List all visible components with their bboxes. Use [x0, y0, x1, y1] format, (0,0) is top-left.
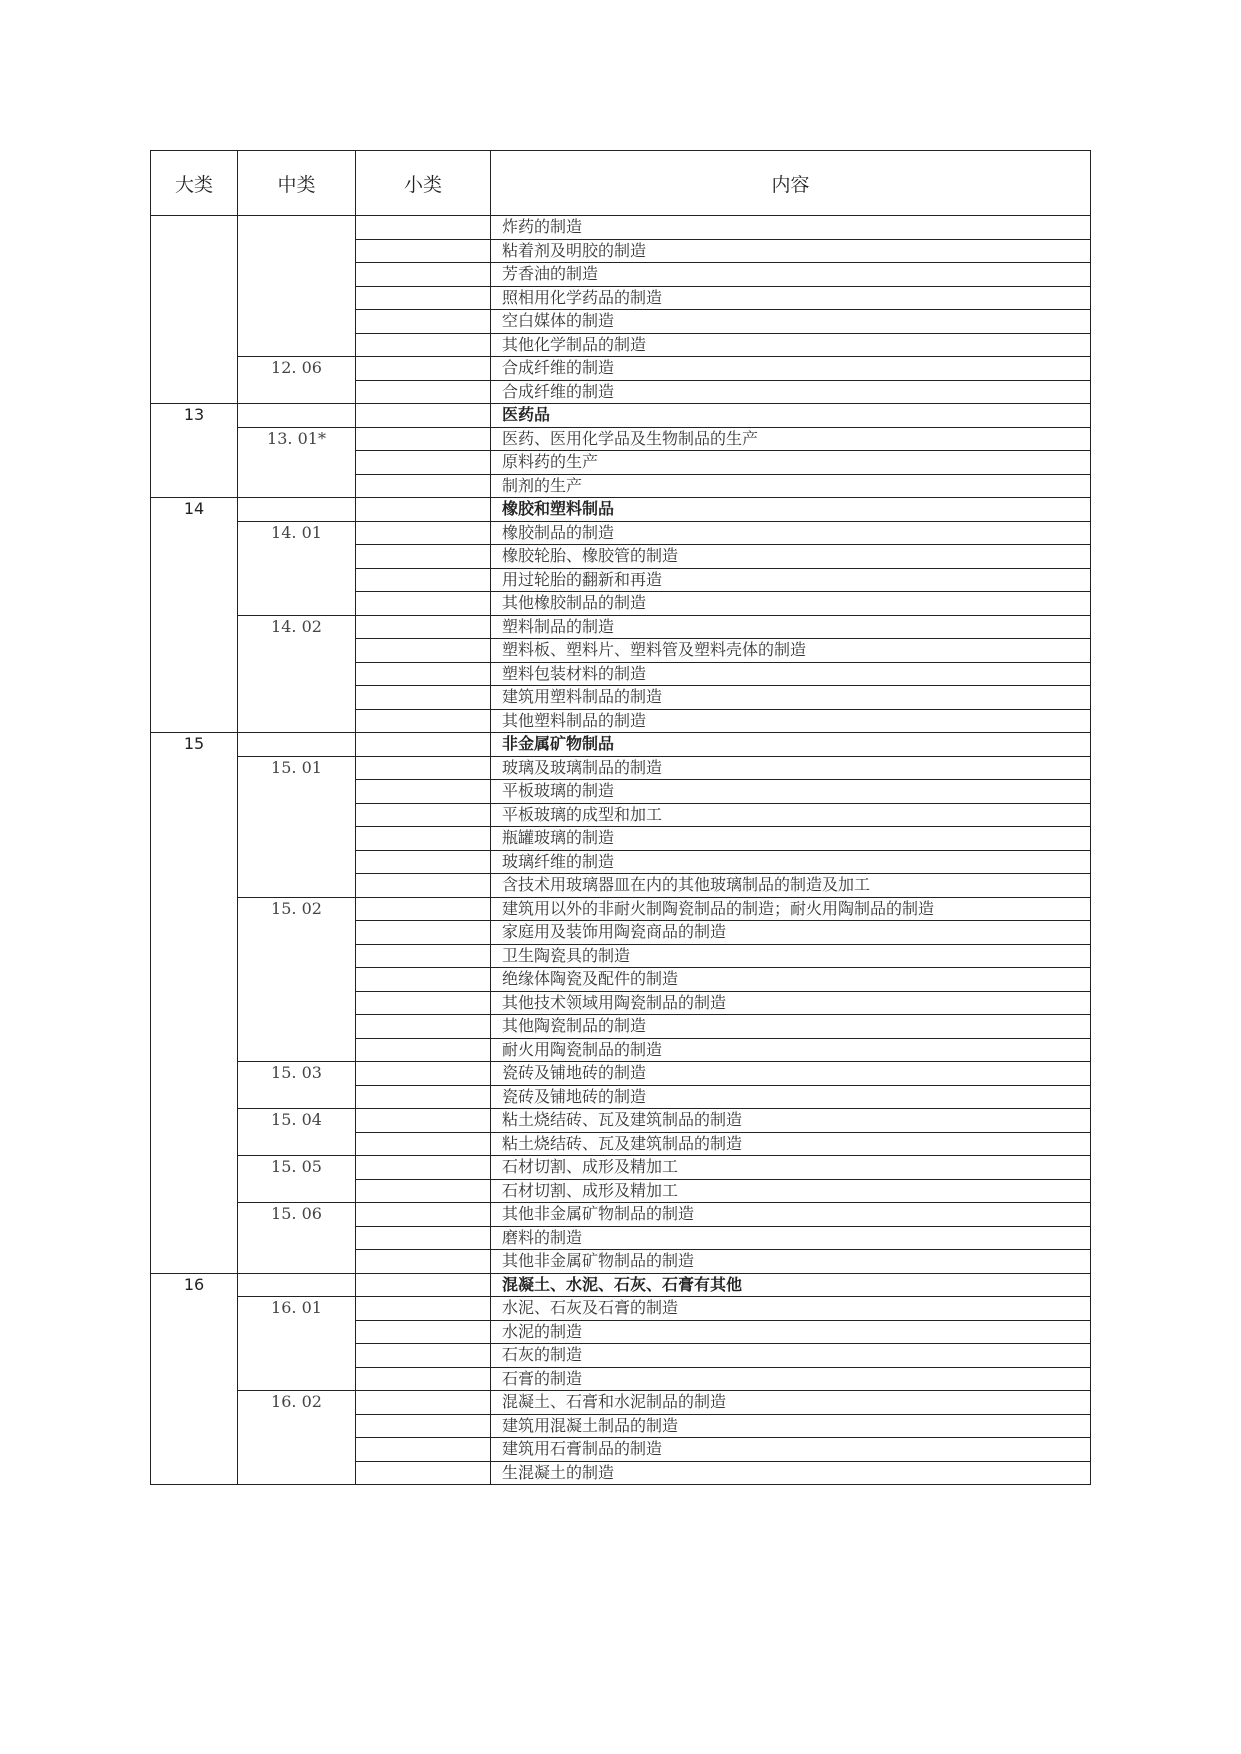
middle-category-cell	[238, 263, 356, 287]
table-row	[151, 239, 1091, 263]
table-body	[151, 216, 1091, 1485]
content-cell: 混凝土、石膏和水泥制品的制造	[491, 1391, 1091, 1415]
minor-category-cell	[356, 1367, 491, 1391]
minor-category-cell	[356, 991, 491, 1015]
table-row	[151, 1297, 1091, 1321]
minor-category-cell	[356, 1226, 491, 1250]
major-category-cell	[151, 380, 238, 404]
major-category-cell	[151, 709, 238, 733]
middle-category-cell	[238, 1015, 356, 1039]
middle-category-cell	[238, 1367, 356, 1391]
middle-category-cell	[238, 592, 356, 616]
table-row	[151, 1109, 1091, 1133]
major-category-cell	[151, 662, 238, 686]
middle-category-cell	[238, 474, 356, 498]
major-category-cell	[151, 827, 238, 851]
table-row	[151, 709, 1091, 733]
content-cell: 瓷砖及铺地砖的制造	[491, 1085, 1091, 1109]
header-major: 大类	[151, 151, 238, 216]
minor-category-cell	[356, 944, 491, 968]
content-cell: 粘土烧结砖、瓦及建筑制品的制造	[491, 1132, 1091, 1156]
middle-category-cell: 15. 04	[238, 1109, 356, 1133]
table-row	[151, 474, 1091, 498]
minor-category-cell	[356, 1062, 491, 1086]
major-category-cell	[151, 615, 238, 639]
table-row	[151, 662, 1091, 686]
major-category-cell	[151, 1085, 238, 1109]
table-header-row	[151, 151, 1091, 216]
major-category-cell	[151, 1015, 238, 1039]
table-row	[151, 803, 1091, 827]
table-row	[151, 380, 1091, 404]
middle-category-cell	[238, 1461, 356, 1485]
content-cell: 其他非金属矿物制品的制造	[491, 1250, 1091, 1274]
minor-category-cell	[356, 498, 491, 522]
table-row	[151, 498, 1091, 522]
middle-category-cell	[238, 545, 356, 569]
content-cell: 平板玻璃的成型和加工	[491, 803, 1091, 827]
middle-category-cell	[238, 686, 356, 710]
content-cell: 生混凝土的制造	[491, 1461, 1091, 1485]
major-category-cell	[151, 310, 238, 334]
table-row	[151, 1132, 1091, 1156]
content-cell: 家庭用及装饰用陶瓷商品的制造	[491, 921, 1091, 945]
minor-category-cell	[356, 1038, 491, 1062]
middle-category-cell: 15. 02	[238, 897, 356, 921]
minor-category-cell	[356, 1391, 491, 1415]
content-cell: 照相用化学药品的制造	[491, 286, 1091, 310]
content-cell: 水泥、石灰及石膏的制造	[491, 1297, 1091, 1321]
table-row	[151, 592, 1091, 616]
content-cell: 粘着剂及明胶的制造	[491, 239, 1091, 263]
major-category-cell	[151, 1109, 238, 1133]
major-category-cell: 16	[151, 1273, 238, 1297]
table-row	[151, 968, 1091, 992]
content-cell: 平板玻璃的制造	[491, 780, 1091, 804]
major-category-cell	[151, 944, 238, 968]
table-row	[151, 921, 1091, 945]
minor-category-cell	[356, 1297, 491, 1321]
middle-category-cell	[238, 286, 356, 310]
middle-category-cell	[238, 451, 356, 475]
minor-category-cell	[356, 897, 491, 921]
minor-category-cell	[356, 1179, 491, 1203]
content-cell: 塑料板、塑料片、塑料管及塑料壳体的制造	[491, 639, 1091, 663]
middle-category-cell	[238, 333, 356, 357]
minor-category-cell	[356, 1156, 491, 1180]
middle-category-cell	[238, 1132, 356, 1156]
middle-category-cell: 15. 05	[238, 1156, 356, 1180]
content-cell: 非金属矿物制品	[491, 733, 1091, 757]
minor-category-cell	[356, 1344, 491, 1368]
content-cell: 卫生陶瓷具的制造	[491, 944, 1091, 968]
table-row	[151, 827, 1091, 851]
minor-category-cell	[356, 1273, 491, 1297]
middle-category-cell	[238, 1179, 356, 1203]
major-category-cell	[151, 1179, 238, 1203]
major-category-cell	[151, 1250, 238, 1274]
content-cell: 原料药的生产	[491, 451, 1091, 475]
middle-category-cell: 15. 01	[238, 756, 356, 780]
minor-category-cell	[356, 357, 491, 381]
table-row	[151, 310, 1091, 334]
middle-category-cell	[238, 404, 356, 428]
classification-table	[150, 150, 1091, 1485]
table-row	[151, 1179, 1091, 1203]
content-cell: 石膏的制造	[491, 1367, 1091, 1391]
minor-category-cell	[356, 1414, 491, 1438]
middle-category-cell	[238, 1226, 356, 1250]
major-category-cell	[151, 1297, 238, 1321]
table-row	[151, 545, 1091, 569]
table-row	[151, 1250, 1091, 1274]
minor-category-cell	[356, 451, 491, 475]
table-row	[151, 1391, 1091, 1415]
minor-category-cell	[356, 568, 491, 592]
major-category-cell	[151, 427, 238, 451]
minor-category-cell	[356, 850, 491, 874]
middle-category-cell	[238, 568, 356, 592]
content-cell: 塑料制品的制造	[491, 615, 1091, 639]
table-row	[151, 333, 1091, 357]
table-row	[151, 897, 1091, 921]
minor-category-cell	[356, 615, 491, 639]
middle-category-cell	[238, 803, 356, 827]
major-category-cell	[151, 357, 238, 381]
minor-category-cell	[356, 239, 491, 263]
major-category-cell	[151, 874, 238, 898]
major-category-cell	[151, 803, 238, 827]
table-row	[151, 263, 1091, 287]
table-row	[151, 1414, 1091, 1438]
major-category-cell	[151, 521, 238, 545]
table-row	[151, 991, 1091, 1015]
minor-category-cell	[356, 333, 491, 357]
content-cell: 用过轮胎的翻新和再造	[491, 568, 1091, 592]
content-cell: 橡胶轮胎、橡胶管的制造	[491, 545, 1091, 569]
middle-category-cell	[238, 639, 356, 663]
major-category-cell	[151, 568, 238, 592]
major-category-cell	[151, 921, 238, 945]
content-cell: 炸药的制造	[491, 216, 1091, 240]
table-row	[151, 1015, 1091, 1039]
middle-category-cell: 12. 06	[238, 357, 356, 381]
content-cell: 建筑用石膏制品的制造	[491, 1438, 1091, 1462]
major-category-cell	[151, 592, 238, 616]
major-category-cell	[151, 1132, 238, 1156]
minor-category-cell	[356, 874, 491, 898]
minor-category-cell	[356, 404, 491, 428]
middle-category-cell	[238, 498, 356, 522]
minor-category-cell	[356, 780, 491, 804]
table-row	[151, 427, 1091, 451]
major-category-cell	[151, 1156, 238, 1180]
major-category-cell	[151, 286, 238, 310]
major-category-cell	[151, 216, 238, 240]
middle-category-cell	[238, 662, 356, 686]
table-row	[151, 1038, 1091, 1062]
minor-category-cell	[356, 827, 491, 851]
content-cell: 其他塑料制品的制造	[491, 709, 1091, 733]
table-row	[151, 1344, 1091, 1368]
middle-category-cell	[238, 968, 356, 992]
major-category-cell	[151, 1226, 238, 1250]
middle-category-cell	[238, 1320, 356, 1344]
major-category-cell	[151, 686, 238, 710]
content-cell: 绝缘体陶瓷及配件的制造	[491, 968, 1091, 992]
major-category-cell	[151, 1038, 238, 1062]
content-cell: 其他技术领域用陶瓷制品的制造	[491, 991, 1091, 1015]
major-category-cell	[151, 991, 238, 1015]
major-category-cell	[151, 1203, 238, 1227]
middle-category-cell	[238, 1414, 356, 1438]
content-cell: 粘土烧结砖、瓦及建筑制品的制造	[491, 1109, 1091, 1133]
middle-category-cell	[238, 1438, 356, 1462]
major-category-cell	[151, 968, 238, 992]
minor-category-cell	[356, 1461, 491, 1485]
content-cell: 建筑用以外的非耐火制陶瓷制品的制造；耐火用陶制品的制造	[491, 897, 1091, 921]
middle-category-cell	[238, 1273, 356, 1297]
content-cell: 建筑用混凝土制品的制造	[491, 1414, 1091, 1438]
minor-category-cell	[356, 803, 491, 827]
table-row	[151, 1273, 1091, 1297]
content-cell: 混凝土、水泥、石灰、石膏有其他	[491, 1273, 1091, 1297]
table-row	[151, 850, 1091, 874]
major-category-cell	[151, 474, 238, 498]
content-cell: 石材切割、成形及精加工	[491, 1156, 1091, 1180]
table-row	[151, 686, 1091, 710]
minor-category-cell	[356, 310, 491, 334]
minor-category-cell	[356, 474, 491, 498]
major-category-cell	[151, 639, 238, 663]
table-row	[151, 404, 1091, 428]
minor-category-cell	[356, 1109, 491, 1133]
major-category-cell	[151, 1320, 238, 1344]
major-category-cell	[151, 1344, 238, 1368]
middle-category-cell	[238, 1344, 356, 1368]
minor-category-cell	[356, 968, 491, 992]
content-cell: 制剂的生产	[491, 474, 1091, 498]
minor-category-cell	[356, 756, 491, 780]
content-cell: 空白媒体的制造	[491, 310, 1091, 334]
minor-category-cell	[356, 709, 491, 733]
minor-category-cell	[356, 263, 491, 287]
minor-category-cell	[356, 380, 491, 404]
content-cell: 建筑用塑料制品的制造	[491, 686, 1091, 710]
table-row	[151, 1062, 1091, 1086]
content-cell: 其他橡胶制品的制造	[491, 592, 1091, 616]
major-category-cell	[151, 756, 238, 780]
minor-category-cell	[356, 1320, 491, 1344]
content-cell: 石灰的制造	[491, 1344, 1091, 1368]
middle-category-cell	[238, 733, 356, 757]
minor-category-cell	[356, 592, 491, 616]
minor-category-cell	[356, 286, 491, 310]
middle-category-cell	[238, 991, 356, 1015]
middle-category-cell	[238, 216, 356, 240]
middle-category-cell: 14. 02	[238, 615, 356, 639]
content-cell: 耐火用陶瓷制品的制造	[491, 1038, 1091, 1062]
middle-category-cell	[238, 1085, 356, 1109]
major-category-cell	[151, 1461, 238, 1485]
middle-category-cell	[238, 1038, 356, 1062]
minor-category-cell	[356, 1015, 491, 1039]
middle-category-cell	[238, 239, 356, 263]
minor-category-cell	[356, 545, 491, 569]
middle-category-cell: 13. 01*	[238, 427, 356, 451]
major-category-cell	[151, 1367, 238, 1391]
table-row	[151, 615, 1091, 639]
major-category-cell	[151, 1438, 238, 1462]
content-cell: 含技术用玻璃器皿在内的其他玻璃制品的制造及加工	[491, 874, 1091, 898]
header-minor: 小类	[356, 151, 491, 216]
content-cell: 玻璃及玻璃制品的制造	[491, 756, 1091, 780]
minor-category-cell	[356, 1203, 491, 1227]
table-row	[151, 568, 1091, 592]
content-cell: 合成纤维的制造	[491, 380, 1091, 404]
major-category-cell	[151, 545, 238, 569]
content-cell: 医药品	[491, 404, 1091, 428]
middle-category-cell	[238, 827, 356, 851]
table-row	[151, 944, 1091, 968]
middle-category-cell	[238, 1250, 356, 1274]
middle-category-cell	[238, 380, 356, 404]
table-row	[151, 216, 1091, 240]
content-cell: 芳香油的制造	[491, 263, 1091, 287]
minor-category-cell	[356, 639, 491, 663]
minor-category-cell	[356, 1438, 491, 1462]
major-category-cell	[151, 451, 238, 475]
content-cell: 合成纤维的制造	[491, 357, 1091, 381]
table-row	[151, 780, 1091, 804]
middle-category-cell: 15. 06	[238, 1203, 356, 1227]
major-category-cell	[151, 333, 238, 357]
content-cell: 其他化学制品的制造	[491, 333, 1091, 357]
table-row	[151, 357, 1091, 381]
table-row	[151, 756, 1091, 780]
major-category-cell	[151, 850, 238, 874]
middle-category-cell	[238, 944, 356, 968]
table-row	[151, 639, 1091, 663]
table-row	[151, 1226, 1091, 1250]
content-cell: 水泥的制造	[491, 1320, 1091, 1344]
table-row	[151, 874, 1091, 898]
middle-category-cell	[238, 874, 356, 898]
content-cell: 橡胶和塑料制品	[491, 498, 1091, 522]
content-cell: 医药、医用化学品及生物制品的生产	[491, 427, 1091, 451]
minor-category-cell	[356, 427, 491, 451]
content-cell: 橡胶制品的制造	[491, 521, 1091, 545]
table-row	[151, 1203, 1091, 1227]
content-cell: 其他非金属矿物制品的制造	[491, 1203, 1091, 1227]
major-category-cell	[151, 1391, 238, 1415]
table-row	[151, 521, 1091, 545]
major-category-cell: 15	[151, 733, 238, 757]
middle-category-cell	[238, 310, 356, 334]
minor-category-cell	[356, 1085, 491, 1109]
major-category-cell: 14	[151, 498, 238, 522]
major-category-cell	[151, 780, 238, 804]
major-category-cell	[151, 239, 238, 263]
middle-category-cell	[238, 780, 356, 804]
content-cell: 瓶罐玻璃的制造	[491, 827, 1091, 851]
content-cell: 石材切割、成形及精加工	[491, 1179, 1091, 1203]
middle-category-cell	[238, 709, 356, 733]
minor-category-cell	[356, 521, 491, 545]
minor-category-cell	[356, 1132, 491, 1156]
content-cell: 塑料包装材料的制造	[491, 662, 1091, 686]
middle-category-cell: 15. 03	[238, 1062, 356, 1086]
minor-category-cell	[356, 921, 491, 945]
table-row	[151, 1085, 1091, 1109]
content-cell: 其他陶瓷制品的制造	[491, 1015, 1091, 1039]
table-row	[151, 1367, 1091, 1391]
table-row	[151, 451, 1091, 475]
major-category-cell	[151, 1414, 238, 1438]
middle-category-cell	[238, 850, 356, 874]
table-row	[151, 733, 1091, 757]
minor-category-cell	[356, 733, 491, 757]
header-middle: 中类	[238, 151, 356, 216]
table-row	[151, 1461, 1091, 1485]
table-row	[151, 1320, 1091, 1344]
minor-category-cell	[356, 686, 491, 710]
minor-category-cell	[356, 216, 491, 240]
content-cell: 瓷砖及铺地砖的制造	[491, 1062, 1091, 1086]
table-row	[151, 1156, 1091, 1180]
content-cell: 磨料的制造	[491, 1226, 1091, 1250]
major-category-cell	[151, 1062, 238, 1086]
table-row	[151, 286, 1091, 310]
header-content: 内容	[491, 151, 1091, 216]
minor-category-cell	[356, 1250, 491, 1274]
middle-category-cell: 16. 02	[238, 1391, 356, 1415]
middle-category-cell: 14. 01	[238, 521, 356, 545]
content-cell: 玻璃纤维的制造	[491, 850, 1091, 874]
major-category-cell: 13	[151, 404, 238, 428]
major-category-cell	[151, 897, 238, 921]
major-category-cell	[151, 263, 238, 287]
middle-category-cell: 16. 01	[238, 1297, 356, 1321]
minor-category-cell	[356, 662, 491, 686]
middle-category-cell	[238, 921, 356, 945]
table-row	[151, 1438, 1091, 1462]
